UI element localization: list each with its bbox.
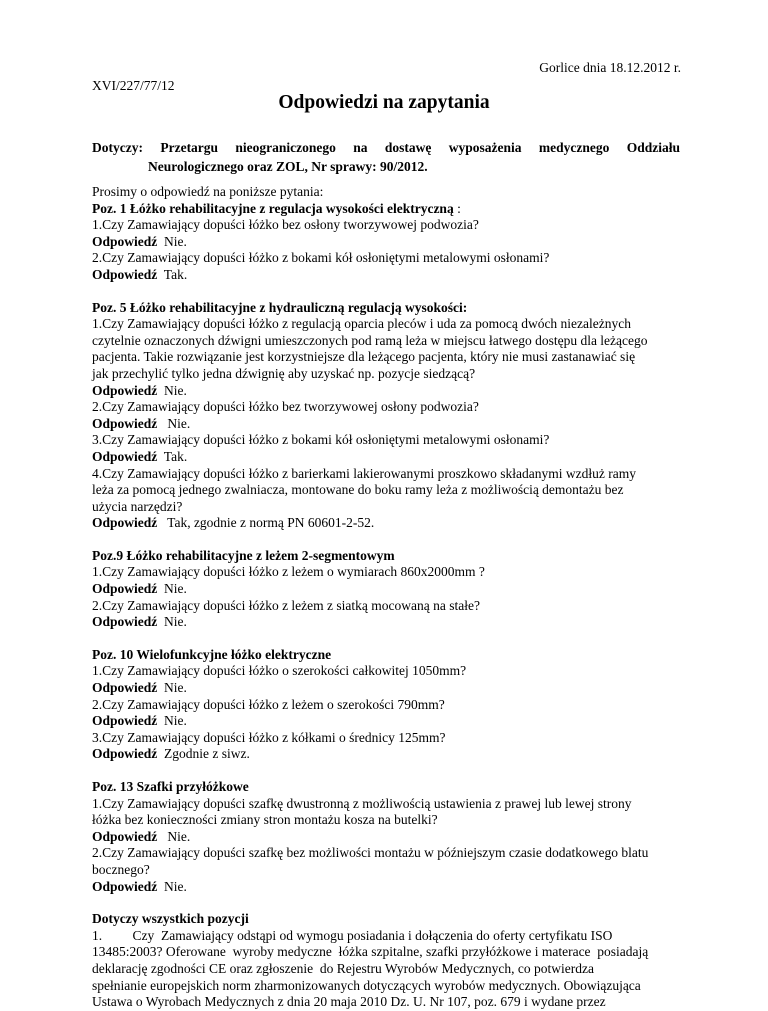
section-heading-text: Poz. 10 Wielofunkcyjne łóżko elektryczne	[92, 646, 332, 662]
answer-text: Nie.	[157, 680, 187, 696]
question-line: 13485:2003? Oferowane wyroby medyczne łóżka szpitalne, szafki przyłóżkowe i materace posiadają	[92, 944, 649, 960]
section-heading-suffix: :	[453, 200, 461, 216]
answer-text: Nie.	[157, 878, 187, 894]
answer-text: Nie.	[157, 713, 187, 729]
question-line: 4.Czy Zamawiający dopuści łóżko z barierkami lakierowanymi proszkowo składanymi wzdłuż ramy	[92, 465, 636, 481]
question-line: 3.Czy Zamawiający dopuści łóżko z kółkami o średnicy 125mm?	[92, 729, 446, 745]
answer-line	[92, 713, 692, 730]
question-line: 1.Czy Zamawiający dopuści szafkę dwustronną z możliwością ustawienia z prawej lub lewej strony	[92, 795, 632, 811]
section	[92, 201, 692, 284]
section-heading	[92, 548, 692, 565]
answer-label: Odpowiedź	[92, 614, 158, 630]
answer-line	[92, 680, 692, 697]
answer-label: Odpowiedź	[92, 233, 158, 249]
question-line: czytelnie oznaczonych dźwigni umieszczonych pod ramą leża w miejscu łatwego dostępu dla leżącego	[92, 332, 648, 348]
section	[92, 911, 692, 1011]
question-line: 2.Czy Zamawiający dopuści łóżko bez tworzywowej osłony podwozia?	[92, 399, 479, 415]
question-line: użycia narzędzi?	[92, 498, 183, 514]
question-line: 1.Czy Zamawiający dopuści łóżko o szerokości całkowitej 1050mm?	[92, 663, 467, 679]
answer-line	[92, 449, 692, 466]
section	[92, 548, 692, 631]
intro-text: Prosimy o odpowiedź na poniższe pytania:	[92, 184, 324, 199]
section-heading-text: Poz. 1 Łóżko rehabilitacyjne z regulacja wysokości elektryczną	[92, 200, 454, 216]
question-line: jak przechylić tylko jedna dźwignię aby uzyskać np. pozycje siedzącą?	[92, 365, 476, 381]
question-line: 3.Czy Zamawiający dopuści łóżko z bokami kół osłoniętymi metalowymi osłonami?	[92, 432, 550, 448]
answer-label: Odpowiedź	[92, 515, 158, 531]
answer-label: Odpowiedź	[92, 680, 158, 696]
answer-label: Odpowiedź	[92, 266, 158, 282]
section	[92, 779, 692, 895]
subject-line-1: Dotyczy: Przetargu nieograniczonego na dostawę wyposażenia medycznego Oddziału	[92, 140, 680, 155]
section-heading	[92, 300, 692, 317]
answer-line	[92, 416, 692, 433]
answer-line	[92, 267, 692, 284]
section	[92, 647, 692, 763]
document-title: Odpowiedzi na zapytania	[278, 92, 490, 113]
question-line: 2.Czy Zamawiający dopuści łóżko z leżem o szerokości 790mm?	[92, 696, 445, 712]
answer-text: Nie.	[157, 828, 191, 844]
answer-line	[92, 581, 692, 598]
answer-line	[92, 746, 692, 763]
answer-line	[92, 829, 692, 846]
answer-label: Odpowiedź	[92, 746, 158, 762]
answer-text: Tak, zgodnie z normą PN 60601-2-52.	[157, 515, 375, 531]
answer-line	[92, 879, 692, 896]
question-line: bocznego?	[92, 861, 150, 877]
question-line: Ustawa o Wyrobach Medycznych z dnia 20 maja 2010 Dz. U. Nr 107, poz. 679 i wydane przez	[92, 994, 606, 1010]
question-line: 1.Czy Zamawiający dopuści łóżko bez osłony tworzywowej podwozia?	[92, 217, 479, 233]
answer-label: Odpowiedź	[92, 415, 158, 431]
question-line: 1.Czy Zamawiający dopuści łóżko z regulacją oparcia pleców i uda za pomocą dwóch niezależnych	[92, 316, 632, 332]
answer-text: Nie.	[157, 415, 191, 431]
subject-line-2: Neurologicznego oraz ZOL, Nr sprawy: 90/2012.	[148, 159, 428, 174]
answer-label: Odpowiedź	[92, 828, 158, 844]
question-line: deklarację zgodności CE oraz zgłoszenie do Rejestru Wyrobów Medycznych, co potwierdza	[92, 960, 595, 976]
section-heading-text: Dotyczy wszystkich pozycji	[92, 911, 249, 927]
answer-text: Nie.	[157, 614, 187, 630]
section-heading	[92, 647, 692, 664]
document-body	[92, 184, 692, 1011]
reference-number: XVI/227/77/12	[92, 78, 175, 93]
question-line: pacjenta. Takie rozwiązanie jest korzystniejsze dla leżącego pacjenta, który nie musi zastanawiać się	[92, 349, 636, 365]
answer-label: Odpowiedź	[92, 878, 158, 894]
answer-line	[92, 234, 692, 251]
question-line: 1.Czy Zamawiający dopuści łóżko z leżem o wymiarach 860x2000mm ?	[92, 564, 485, 580]
question-line: 2.Czy Zamawiający dopuści szafkę bez możliwości montażu w późniejszym czasie dodatkowego blatu	[92, 845, 649, 861]
answer-label: Odpowiedź	[92, 448, 158, 464]
question-line: 2.Czy Zamawiający dopuści łóżko z leżem z siatką mocowaną na stałe?	[92, 597, 480, 613]
answer-text: Tak.	[157, 266, 188, 282]
answer-label: Odpowiedź	[92, 581, 158, 597]
answer-line	[92, 614, 692, 631]
answer-line	[92, 515, 692, 532]
question-line: leża za pomocą jednego zwalniacza, montowane do boku ramy leża z możliwością demontażu bez	[92, 482, 624, 498]
section-heading	[92, 201, 692, 218]
section-heading	[92, 779, 692, 796]
subject-block	[92, 138, 680, 176]
answer-text: Nie.	[157, 233, 187, 249]
answer-label: Odpowiedź	[92, 713, 158, 729]
question-line: 2.Czy Zamawiający dopuści łóżko z bokami kół osłoniętymi metalowymi osłonami?	[92, 250, 550, 266]
answer-text: Zgodnie z siwz.	[157, 746, 250, 762]
question-line: spełnianie europejskich norm zharmonizowanych dotyczących wyrobów medycznych. Obowiązująca	[92, 977, 641, 993]
answer-line	[92, 383, 692, 400]
section-heading	[92, 911, 692, 928]
answer-text: Nie.	[157, 581, 187, 597]
answer-label: Odpowiedź	[92, 382, 158, 398]
question-line: łóżka bez konieczności zmiany stron montażu kosza na butelki?	[92, 812, 438, 828]
answer-text: Tak.	[157, 448, 188, 464]
section-heading-text: Poz.9 Łóżko rehabilitacyjne z leżem 2-segmentowym	[92, 547, 395, 563]
question-line: 1. Czy Zamawiający odstąpi od wymogu posiadania i dołączenia do oferty certyfikatu ISO	[92, 927, 613, 943]
answer-text: Nie.	[157, 382, 187, 398]
document-date: Gorlice dnia 18.12.2012 r.	[539, 60, 681, 75]
section	[92, 300, 692, 532]
section-heading-text: Poz. 13 Szafki przyłóżkowe	[92, 779, 249, 794]
section-heading-text: Poz. 5 Łóżko rehabilitacyjne z hydrauliczną regulacją wysokości:	[92, 299, 468, 315]
